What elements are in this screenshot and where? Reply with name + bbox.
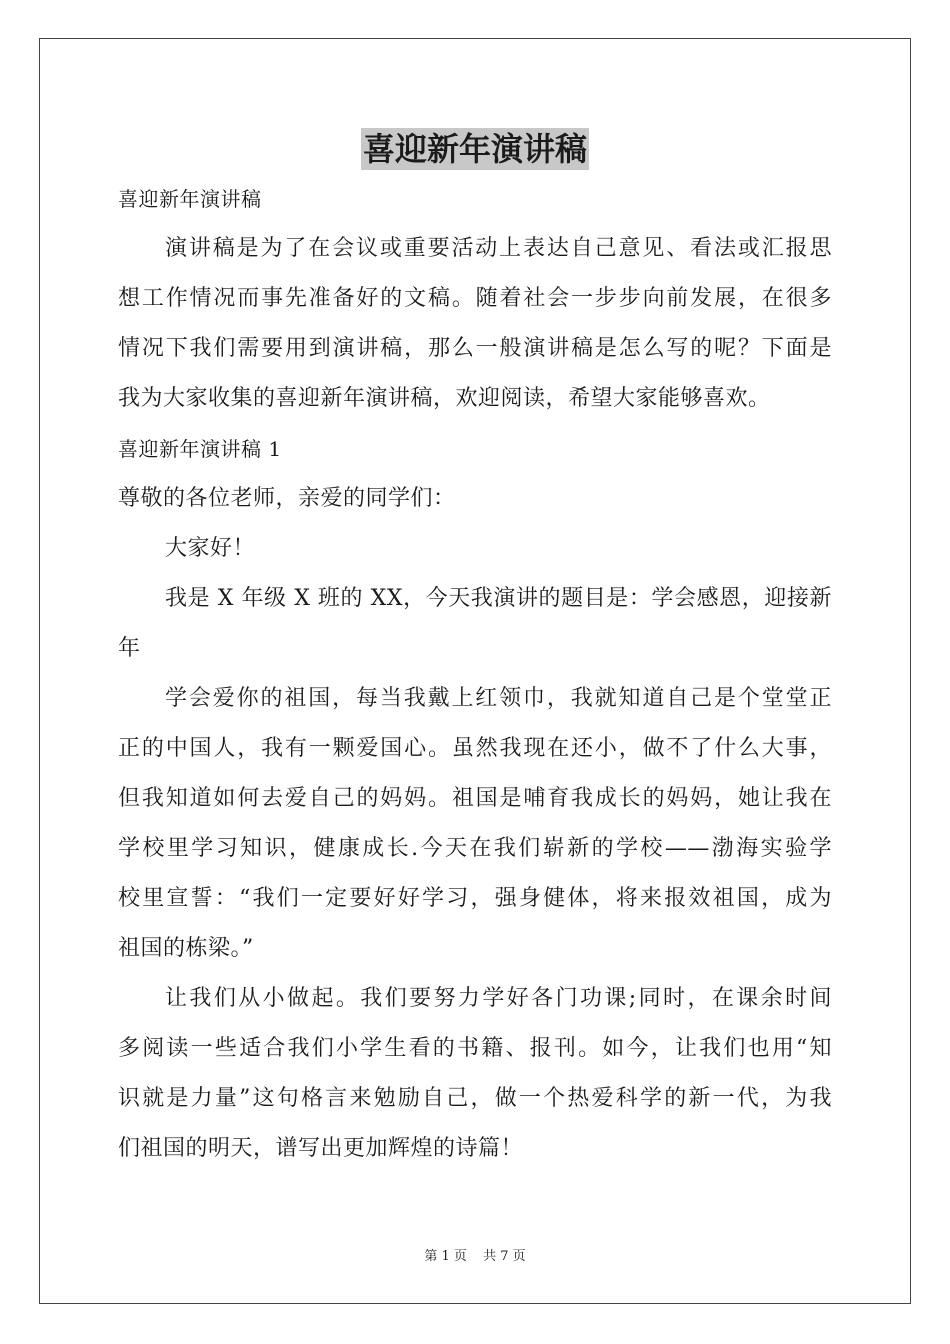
- paragraph-line: 演讲稿是为了在会议或重要活动上表达自己意见、看法或汇报思: [165, 236, 832, 261]
- paragraph-line: 祖国的栋梁。”: [118, 936, 254, 961]
- paragraph-line: 年: [118, 636, 141, 661]
- subtitle-line: 喜迎新年演讲稿: [118, 187, 262, 211]
- page-border: [39, 38, 911, 1304]
- greeting-line: 大家好！: [165, 536, 256, 561]
- paragraph-line: 学会爱你的祖国，每当我戴上红领巾，我就知道自己是个堂堂正: [165, 686, 832, 711]
- section-heading: 喜迎新年演讲稿 1: [118, 437, 282, 461]
- paragraph-line: 但我知道如何去爱自己的妈妈。祖国是哺育我成长的妈妈，她让我在: [118, 786, 832, 811]
- page-footer: [0, 1248, 950, 1266]
- paragraph-line: 想工作情况而事先准备好的文稿。随着社会一步步向前发展，在很多: [118, 286, 832, 311]
- paragraph-line: 校里宣誓：“我们一定要好好学习，强身健体，将来报效祖国，成为: [118, 886, 832, 911]
- paragraph-line: 情况下我们需要用到演讲稿，那么一般演讲稿是怎么写的呢？下面是: [118, 336, 832, 361]
- paragraph-line: 识就是力量”这句格言来勉励自己，做一个热爱科学的新一代，为我: [118, 1086, 832, 1111]
- paragraph-line: 们祖国的明天，谱写出更加辉煌的诗篇！: [118, 1136, 524, 1161]
- paragraph-line: 学校里学习知识，健康成长.今天在我们崭新的学校——渤海实验学: [118, 836, 832, 861]
- page-total: 共 7 页: [483, 1249, 526, 1264]
- document-title: 喜迎新年演讲稿: [362, 130, 587, 168]
- paragraph-line: 多阅读一些适合我们小学生看的书籍、报刊。如今，让我们也用“知: [118, 1036, 832, 1061]
- paragraph-line: 让我们从小做起。我们要努力学好各门功课;同时，在课余时间: [165, 986, 832, 1011]
- page-number: 第 1 页: [424, 1249, 467, 1264]
- title-container: [0, 128, 950, 170]
- paragraph-line: 正的中国人，我有一颗爱国心。虽然我现在还小，做不了什么大事，: [118, 736, 832, 761]
- salutation-line: 尊敬的各位老师，亲爱的同学们：: [118, 486, 456, 511]
- paragraph-line: 我为大家收集的喜迎新年演讲稿，欢迎阅读，希望大家能够喜欢。: [118, 386, 771, 411]
- paragraph-line: 我是 X 年级 X 班的 XX，今天我演讲的题目是：学会感恩，迎接新: [165, 586, 832, 611]
